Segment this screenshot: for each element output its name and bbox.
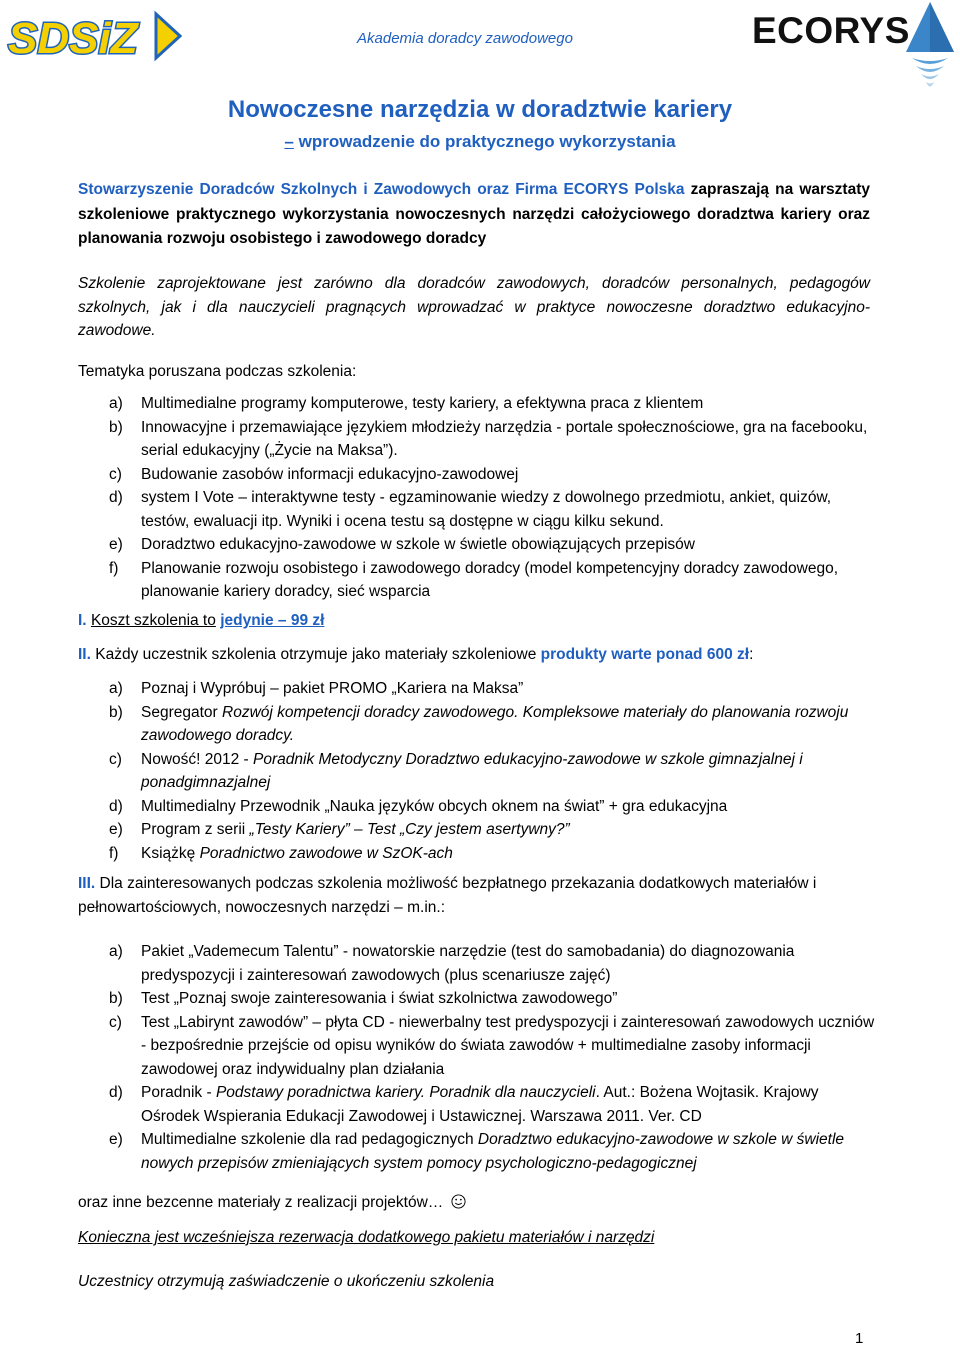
list-item: [78, 940, 878, 987]
topics-list: [78, 392, 878, 604]
list-text: Budowanie zasobów informacji edukacyjno-zawodowej: [141, 465, 519, 483]
list-item: [78, 795, 878, 819]
closing-text: oraz inne bezcenne materiały z realizacji projektów…: [78, 1194, 444, 1211]
list-text-italic: Rozwój kompetencji doradcy zawodowego. Kompleksowe materiały do planowania rozwoju zawodowego doradcy.: [141, 703, 849, 744]
subtitle-dash: –: [284, 132, 294, 151]
list-text-italic: „Testy Kariery” – Test „Czy jestem asertywny?”: [249, 821, 570, 838]
list-text: Innowacyjne i przemawiające językiem młodzieży narzędzia - portale społecznościowe, gra na facebooku, serial edukacyjny („Życie na Maksa”).: [141, 418, 868, 459]
list-item: [78, 842, 878, 866]
list-text-italic: Doradztwo edukacyjno-zawodowe w szkole w świetle nowych przepisów zmieniających system pomocy psychologiczno-pedagogicznej: [141, 1131, 845, 1172]
list-item: [78, 1011, 878, 1082]
materials-intro-colon: :: [749, 646, 754, 663]
list-text: Poznaj i Wypróbuj – pakiet PROMO „Kariera na Maksa”: [141, 680, 524, 697]
list-text: Multimedialne szkolenie dla rad pedagogicznych: [141, 1131, 474, 1148]
list-letter: b): [109, 418, 123, 436]
extra-intro-text: Dla zainteresowanych podczas szkolenia możliwość bezpłatnego przekazania dodatkowych materiałów i pełnowartościowych, nowoczesnych narzędzi – m.in.:: [78, 875, 817, 916]
list-item: [78, 557, 878, 604]
materials-value-highlight: produkty warte ponad 600 zł: [540, 646, 750, 663]
list-letter: b): [109, 990, 123, 1007]
smiley-icon: [451, 1194, 466, 1209]
list-text: system I Vote – interaktywne testy - egzaminowanie wiedzy z dowolnego przedmiotu, ankiet, quizów, testów, ewaluacji itp. Wyniki i ocena testu są dostępne w ciągu kilku sekund.: [141, 489, 832, 530]
intro-paragraph: [78, 178, 870, 252]
certificate-note: Uczestnicy otrzymują zaświadczenie o ukończeniu szkolenia: [78, 1273, 495, 1290]
list-letter: c): [109, 465, 122, 483]
cost-line: [78, 609, 878, 633]
list-letter: e): [109, 536, 123, 553]
list-letter: d): [109, 1084, 123, 1101]
ecorys-triangle-icon: [904, 0, 956, 95]
list-item: [78, 533, 878, 557]
list-item: [78, 701, 878, 748]
audience-paragraph: Szkolenie zaprojektowane jest zarówno dla doradców zawodowych, doradców personalnych, pedagogów szkolnych, jak i dla nauczycieli pragnących wprowadzać w praktyce nowoczesne doradztwo edukacyjno-zawodowe.: [78, 275, 870, 339]
list-letter: d): [109, 797, 123, 815]
list-letter: b): [109, 703, 123, 721]
sdsiz-logo: [6, 6, 182, 64]
materials-list: [78, 677, 878, 865]
list-text: Test „Labirynt zawodów” – płyta CD - niewerbalny test predyspozycji i zainteresowań zawodowych uczniów - bezpośrednie przejście od opisu wyników do świata zawodów + multimedialne zasoby informacji zawodowej oraz indywidualny plan działania: [141, 1013, 875, 1078]
list-letter: f): [109, 559, 119, 577]
list-item: [78, 677, 878, 701]
list-letter: e): [109, 821, 123, 838]
intro-invitation: zapraszają na warsztaty szkoleniowe praktycznego wykorzystania nowoczesnych narzędzi całożyciowego doradztwa kariery oraz planowania rozwoju osobistego i zawodowego doradcy: [78, 181, 870, 247]
roman-numeral: II.: [78, 646, 91, 663]
list-letter: f): [109, 844, 119, 862]
list-text: Doradztwo edukacyjno-zawodowe w szkole w świetle obowiązujących przepisów: [141, 536, 695, 553]
list-letter: e): [109, 1131, 123, 1148]
list-text: Poradnik -: [141, 1084, 212, 1101]
intro-organizers: Stowarzyszenie Doradców Szkolnych i Zawodowych oraz Firma ECORYS Polska: [78, 181, 685, 198]
list-letter: a): [109, 395, 123, 412]
list-text: Program z serii: [141, 821, 246, 838]
page-number: 1: [855, 1330, 864, 1347]
list-letter: a): [109, 943, 123, 960]
materials-intro-text: Każdy uczestnik szkolenia otrzymuje jako materiały szkoleniowe: [95, 646, 537, 663]
list-item: [78, 416, 878, 463]
list-item: [78, 818, 878, 842]
list-item: [78, 463, 878, 487]
roman-numeral: I.: [78, 612, 87, 629]
list-letter: a): [109, 680, 123, 697]
list-text: Nowość! 2012 -: [141, 750, 249, 768]
list-text-italic: Poradnik Metodyczny Doradztwo edukacyjno-zawodowe w szkole gimnazjalnej i ponadgimnazjalnej: [141, 750, 803, 791]
cost-text: Koszt szkolenia to: [90, 612, 216, 629]
subtitle-text: wprowadzenie do praktycznego wykorzystania: [298, 132, 676, 151]
list-text-rest: . Aut.: Bożena Wojtasik. Krajowy Ośrodek Wspierania Edukacji Zawodowej i Ustawicznej. Warszawa 2011. Ver. CD: [141, 1084, 819, 1125]
roman-numeral: III.: [78, 875, 96, 892]
list-text: Segregator: [141, 703, 218, 721]
list-text-italic: Podstawy poradnictwa kariery. Poradnik dla nauczycieli: [215, 1084, 596, 1101]
list-letter: c): [109, 1013, 122, 1031]
list-text: Książkę: [141, 844, 196, 862]
cost-price: jedynie – 99 zł: [220, 612, 325, 629]
header-tagline: Akademia doradcy zawodowego: [357, 30, 573, 47]
list-item: [78, 392, 878, 416]
document-title: Nowoczesne narzędzia w doradztwie kariery: [227, 96, 733, 123]
extra-intro: [78, 872, 878, 919]
list-item: [78, 1128, 878, 1175]
list-letter: c): [109, 750, 122, 768]
list-item: [78, 486, 878, 533]
topics-heading: Tematyka poruszana podczas szkolenia:: [78, 363, 357, 380]
reservation-note: Konieczna jest wcześniejsza rezerwacja dodatkowego pakietu materiałów i narzędzi: [78, 1229, 655, 1246]
list-item: [78, 1081, 878, 1128]
list-text: Multimedialne programy komputerowe, testy kariery, a efektywna praca z klientem: [141, 395, 704, 412]
list-text: Pakiet „Vademecum Talentu” - nowatorskie narzędzie (test do samobadania) do diagnozowania predyspozycji i zainteresowań zawodowych (plus scenariusze zajęć): [141, 943, 795, 984]
list-text-italic: Poradnictwo zawodowe w SzOK-ach: [199, 844, 453, 862]
list-text: Multimedialny Przewodnik „Nauka języków obcych oknem na świat” + gra edukacyjna: [141, 797, 728, 815]
ecorys-logo-text: ECORYS: [752, 10, 910, 51]
list-item: [78, 987, 878, 1011]
list-text: Planowanie rozwoju osobistego i zawodowego doradcy (model kompetencyjny doradcy zawodowego, planowanie kariery doradcy, sieć wsparcia: [141, 559, 839, 600]
document-subtitle: [0, 132, 960, 152]
materials-intro: [78, 643, 878, 667]
extra-materials-list: [78, 940, 878, 1175]
closing-line: [78, 1194, 466, 1212]
sdsiz-logo-text: SDSiZ: [8, 14, 138, 63]
list-item: [78, 748, 878, 795]
list-letter: d): [109, 489, 123, 506]
ecorys-logo: [752, 0, 957, 95]
list-text: Test „Poznaj swoje zainteresowania i świat szkolnictwa zawodowego”: [141, 990, 618, 1007]
